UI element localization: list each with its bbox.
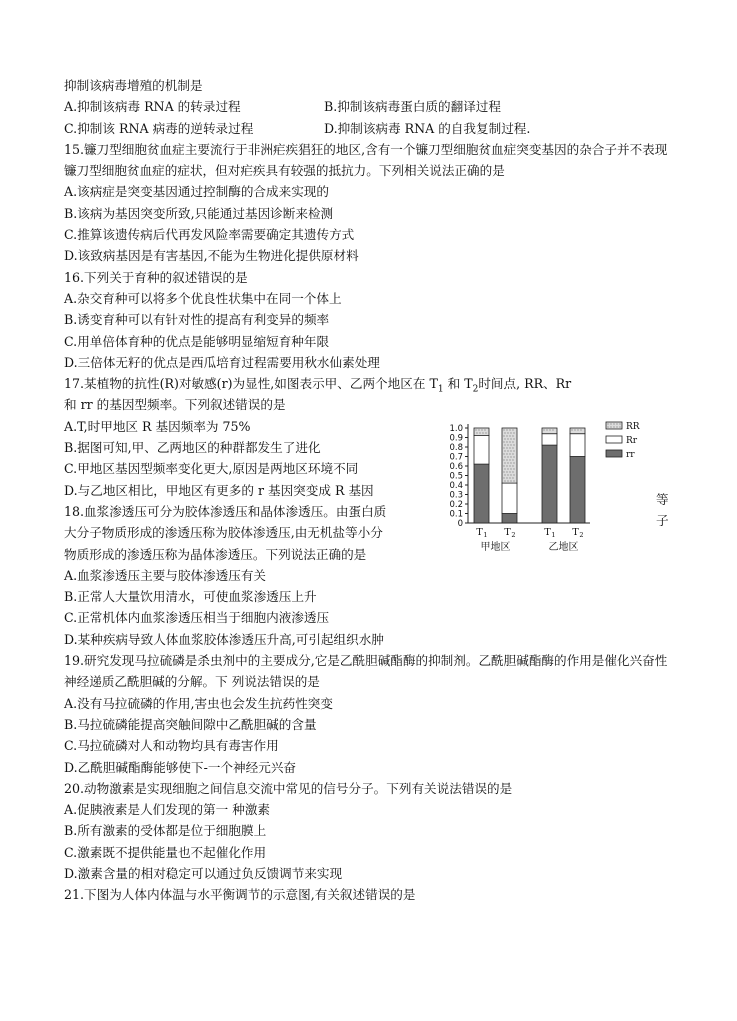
bar-stipple-dot	[572, 430, 573, 431]
bar-stipple-dot	[514, 463, 515, 464]
bar-stipple-dot	[513, 442, 514, 443]
q18-stem-line2: 大分子物质形成的渗透压称为胶体渗透压,由无机盐等小分	[64, 525, 383, 541]
bar-stipple-dot	[504, 448, 505, 449]
bar-stipple-dot	[575, 430, 576, 431]
bar-stipple-dot	[508, 469, 509, 470]
q21-stem: 21.下图为人体内体温与水平衡调节的示意图,有关叙述错误的是	[64, 887, 416, 903]
bar-stipple-dot	[513, 436, 514, 437]
legend-stipple-dot	[617, 427, 618, 428]
bar-stipple-dot	[510, 448, 511, 449]
bar-stipple-dot	[510, 472, 511, 473]
bar-stipple-dot	[507, 454, 508, 455]
y-tick-label: 1.0	[449, 424, 463, 434]
bar-stipple-dot	[507, 472, 508, 473]
x-tick-sub: 1	[483, 531, 488, 539]
q16-option-c: C.用单倍体育种的优点是能够明显缩短育种年限	[64, 333, 330, 349]
legend-stipple-dot	[620, 424, 621, 425]
q18-option-c: C.正常机体内血浆渗透压相当于细胞内液渗透压	[64, 610, 330, 626]
q14-options-row2	[64, 118, 674, 139]
bar-stipple-dot	[504, 466, 505, 467]
bar-stipple-dot	[514, 469, 515, 470]
q20-option-a: A.促胰液素是人们发现的第一 种激素	[64, 802, 271, 818]
bar-stipple-dot	[504, 460, 505, 461]
bar-stipple-dot	[510, 460, 511, 461]
bar-segment-rr	[502, 483, 517, 513]
bar-stipple-dot	[514, 439, 515, 440]
q15-option-a: A.该病症是突变基因通过控制酶的合成来实现的	[64, 184, 329, 200]
q14-option-d: D.抑制该病毒 RNA 的自我复制过程.	[324, 120, 531, 136]
bar-stipple-dot	[485, 430, 486, 431]
y-tick-label: 0.6	[449, 462, 463, 472]
q18-stem-line1: 18.血浆渗透压可分为胶体渗透压和晶体渗透压。由蛋白质	[64, 503, 387, 519]
bar-stipple-dot	[508, 475, 509, 476]
bar-stipple-dot	[508, 439, 509, 440]
bar-stipple-dot	[507, 430, 508, 431]
q14-option-a: A.抑制该病毒 RNA 的转录过程	[64, 99, 241, 115]
bar-stipple-dot	[479, 430, 480, 431]
q16-stem: 16.下列关于育种的叙述错误的是	[64, 269, 248, 285]
bar-stipple-dot	[581, 430, 582, 431]
legend-swatch-rr	[606, 450, 622, 457]
bar-stipple-dot	[504, 478, 505, 479]
q18-stem-line3: 物质形成的渗透压称为晶体渗透压。下列说法正确的是	[64, 546, 367, 562]
bar-stipple-dot	[514, 433, 515, 434]
x-tick-label: T	[476, 527, 483, 538]
x-tick-label: T	[504, 527, 511, 538]
q17-stem-part-a: 17.某植物的抗性(R)对敏感(r)为显性,如图表示甲、乙两个地区在 T	[64, 376, 438, 392]
bar-stipple-dot	[508, 433, 509, 434]
bar-segment-rr	[542, 434, 557, 445]
bar-stipple-dot	[505, 439, 506, 440]
q17-option-d: D.与乙地区相比，甲地区有更多的 r 基因突变成 R 基因	[64, 482, 374, 498]
bar-stipple-dot	[507, 460, 508, 461]
genotype-frequency-chart	[442, 418, 654, 563]
bar-stipple-dot	[547, 430, 548, 431]
bar-stipple-dot	[505, 445, 506, 446]
bar-segment-rr	[474, 436, 489, 465]
bar-stipple-dot	[505, 475, 506, 476]
bar-stipple-dot	[511, 457, 512, 458]
bar-stipple-dot	[507, 466, 508, 467]
q19-option-b: B.马拉硫磷能提高突触间隙中乙酰胆碱的含量	[64, 716, 317, 732]
q15-option-c: C.推算该遗传病后代再发风险率需要确定其遗传方式	[64, 227, 355, 243]
bar-stipple-dot	[514, 475, 515, 476]
bar-stipple-dot	[483, 433, 484, 434]
legend-stipple-dot	[617, 424, 618, 425]
q14-options-row1	[64, 96, 674, 117]
bar-stipple-dot	[511, 475, 512, 476]
q19-option-a: A.没有马拉硫磷的作用,害虫也会发生抗药性突变	[64, 695, 333, 711]
bar-stipple-dot	[511, 469, 512, 470]
bar-stipple-dot	[504, 472, 505, 473]
x-tick-sub: 1	[551, 531, 556, 539]
y-tick-label: 0	[457, 519, 463, 529]
bar-stipple-dot	[511, 451, 512, 452]
bar-stipple-dot	[578, 430, 579, 431]
legend-stipple-dot	[620, 427, 621, 428]
bar-segment-rr	[570, 434, 585, 457]
x-tick-label: T	[572, 527, 579, 538]
bar-stipple-dot	[507, 478, 508, 479]
q15-option-b: B.该病为基因突变所致,只能通过基因诊断来检测	[64, 205, 334, 221]
bar-stipple-dot	[513, 478, 514, 479]
bar-stipple-dot	[508, 463, 509, 464]
q18-right-fragment-2: 子	[656, 513, 669, 528]
bar-stipple-dot	[511, 463, 512, 464]
q17-option-c: C.甲地区基因型频率变化更大,原因是两地区环境不同	[64, 461, 359, 477]
bar-stipple-dot	[553, 430, 554, 431]
bar-stipple-dot	[504, 436, 505, 437]
y-tick-label: 0.4	[449, 481, 463, 491]
q17-stem-part-b: 和 T	[447, 376, 473, 392]
legend-swatch-rr	[606, 422, 622, 429]
legend-stipple-dot	[614, 424, 615, 425]
q19-option-c: C.马拉硫磷对人和动物均具有毒害作用	[64, 738, 279, 754]
q18-option-b: B.正常人大量饮用清水，可使血浆渗透压上升	[64, 589, 317, 605]
q17-stem-line2: 和 rr 的基因型频率。下列叙述错误的是	[64, 397, 286, 413]
bar-stipple-dot	[480, 433, 481, 434]
legend-stipple-dot	[614, 427, 615, 428]
bar-stipple-dot	[513, 430, 514, 431]
bar-stipple-dot	[508, 457, 509, 458]
intro-line: 抑制该病毒增殖的机制是	[64, 78, 203, 93]
bar-stipple-dot	[513, 460, 514, 461]
legend-stipple-dot	[608, 424, 609, 425]
bar-stipple-dot	[476, 430, 477, 431]
q15-stem: 15.镰刀型细胞贫血症主要流行于非洲疟疾猖狂的地区,含有一个镰刀型细胞贫血症突变基因的杂合子并不表现镰刀型细胞贫血症的症状，但对疟疾具有较强的抵抗力。下列相关说法正确的是	[64, 141, 668, 179]
legend-stipple-dot	[608, 427, 609, 428]
q20-option-d: D.激素含量的相对稳定可以通过负反馈调节来实现	[64, 865, 343, 881]
q20-stem: 20.动物激素是实现细胞之间信息交流中常见的信号分子。下列有关说法错误的是	[64, 780, 513, 796]
q17-stem-line1	[64, 373, 674, 394]
legend-label-rr: RR	[626, 422, 640, 432]
bar-stipple-dot	[511, 445, 512, 446]
legend-swatch-rr	[606, 436, 622, 443]
q16-option-a: A.杂交育种可以将多个优良性状集中在同一个体上	[64, 290, 342, 306]
y-tick-label: 0.1	[449, 509, 463, 520]
q16-option-b: B.诱变育种可以有针对性的提高有利变异的频率	[64, 312, 330, 328]
q20-option-b: B.所有激素的受体都是位于细胞膜上	[64, 823, 267, 839]
bar-segment-rr	[542, 428, 557, 434]
q17-option-a: A.T,时甲地区 R 基因频率为 75%	[64, 418, 251, 434]
legend-label-rr: rr	[626, 450, 635, 460]
bar-stipple-dot	[505, 457, 506, 458]
x-tick-sub: 2	[511, 531, 516, 539]
bar-stipple-dot	[513, 454, 514, 455]
bar-segment-rr	[570, 457, 585, 524]
q15-option-d: D.该致病基因是有害基因,不能为生物进化提供原材料	[64, 248, 359, 264]
bar-stipple-dot	[510, 466, 511, 467]
q17-stem-part-c: 时间点, RR、Rr	[478, 376, 572, 392]
bar-stipple-dot	[508, 451, 509, 452]
y-tick-label: 0.7	[449, 452, 463, 463]
group-label: 乙地区	[548, 542, 579, 553]
q14-option-b: B.抑制该病毒蛋白质的翻译过程	[324, 99, 501, 115]
bar-stipple-dot	[510, 454, 511, 455]
q17-sub-2: 2	[472, 384, 479, 395]
q17-sub-1: 1	[437, 384, 444, 395]
bar-stipple-dot	[507, 436, 508, 437]
bar-stipple-dot	[513, 466, 514, 467]
bar-stipple-dot	[504, 430, 505, 431]
bar-stipple-dot	[507, 442, 508, 443]
legend-stipple-dot	[611, 427, 612, 428]
q19-stem: 19.研究发现马拉硫磷是杀虫剂中的主要成分,它是乙酰胆碱酯酶的抑制剂。乙酰胆碱酯酶的作用是催化兴奋性神经递质乙酰胆碱的分解。下 列说法错误的是	[64, 653, 668, 690]
bar-stipple-dot	[544, 430, 545, 431]
q17-option-b: B.据图可知,甲、乙两地区的种群都发生了进化	[64, 440, 321, 456]
bar-stipple-dot	[510, 436, 511, 437]
bar-stipple-dot	[507, 448, 508, 449]
bar-segment-rr	[542, 445, 557, 523]
bar-stipple-dot	[513, 448, 514, 449]
bar-stipple-dot	[513, 472, 514, 473]
q20-option-c: C.激素既不提供能量也不起催化作用	[64, 844, 267, 860]
bar-stipple-dot	[508, 445, 509, 446]
chart-svg	[442, 418, 654, 563]
bar-stipple-dot	[511, 433, 512, 434]
x-tick-sub: 2	[579, 531, 584, 539]
q16-option-d: D.三倍体无籽的优点是西瓜培育过程需要用秋水仙素处理	[64, 354, 380, 370]
q14-option-c: C.抑制该 RNA 病毒的逆转录过程	[64, 120, 254, 136]
group-label: 甲地区	[480, 542, 511, 553]
x-tick-label: T	[544, 527, 551, 538]
bar-stipple-dot	[505, 481, 506, 482]
bar-stipple-dot	[510, 430, 511, 431]
bar-stipple-dot	[511, 481, 512, 482]
bar-stipple-dot	[550, 430, 551, 431]
bar-segment-rr	[502, 514, 517, 524]
y-tick-label: 0.5	[449, 471, 463, 482]
bar-stipple-dot	[505, 469, 506, 470]
y-tick-label: 0.3	[449, 490, 463, 501]
bar-stipple-dot	[505, 451, 506, 452]
bar-stipple-dot	[504, 442, 505, 443]
bar-stipple-dot	[508, 481, 509, 482]
bar-stipple-dot	[511, 439, 512, 440]
bar-stipple-dot	[514, 451, 515, 452]
y-tick-label: 0.9	[449, 433, 463, 444]
bar-segment-rr	[474, 428, 489, 436]
bar-stipple-dot	[505, 433, 506, 434]
legend-label-rr: Rr	[626, 436, 638, 446]
y-tick-label: 0.8	[449, 443, 463, 453]
bar-stipple-dot	[514, 457, 515, 458]
bar-stipple-dot	[514, 445, 515, 446]
q18-option-d: D.某种疾病导致人体血浆胶体渗透压升高,可引起组织水肿	[64, 631, 384, 647]
bar-stipple-dot	[486, 433, 487, 434]
q18-option-a: A.血浆渗透压主要与胶体渗透压有关	[64, 567, 267, 583]
bar-stipple-dot	[505, 463, 506, 464]
q19-option-d: D.乙酰胆碱酯酶能够使下-一个神经元兴奋	[64, 759, 297, 775]
bar-stipple-dot	[504, 454, 505, 455]
bar-stipple-dot	[477, 433, 478, 434]
bar-segment-rr	[474, 464, 489, 523]
y-tick-label: 0.2	[449, 500, 463, 510]
bar-stipple-dot	[514, 481, 515, 482]
q18-right-fragment-1: 等	[656, 492, 669, 507]
bar-segment-rr	[570, 428, 585, 434]
bar-stipple-dot	[510, 478, 511, 479]
bar-stipple-dot	[510, 442, 511, 443]
legend-stipple-dot	[611, 424, 612, 425]
bar-stipple-dot	[482, 430, 483, 431]
